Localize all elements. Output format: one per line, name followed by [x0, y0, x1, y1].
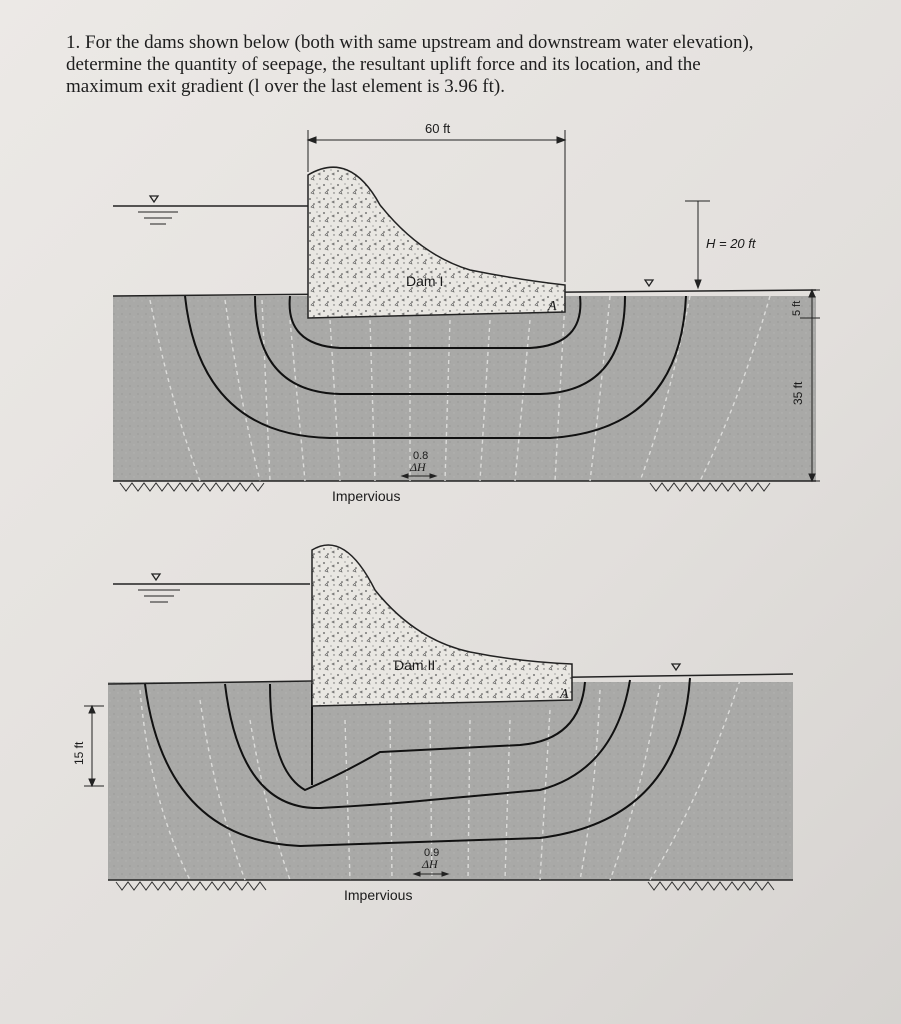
depth-5ft-label: 5 ft: [791, 300, 803, 316]
depth-35ft-label: 35 ft: [791, 381, 805, 405]
dam-1-label: Dam I: [406, 273, 444, 289]
dh-value-2: 0.9: [424, 847, 440, 859]
dh-value-1: 0.8: [413, 450, 429, 462]
water-level-symbol-icon: [152, 574, 160, 580]
impervious-hatch-2-left: [116, 882, 266, 890]
impervious-hatch-1-left: [120, 483, 264, 491]
dh-symbol-2: ΔH: [422, 857, 438, 871]
problem-line-1: 1. For the dams shown below (both with same upstream and downstream water elevation),: [66, 32, 754, 53]
sheet-depth-label: 15 ft: [72, 741, 86, 765]
dh-symbol-1: ΔH: [410, 460, 426, 474]
dam-1-point-a: A: [548, 299, 557, 314]
upstream-water-1: [113, 196, 308, 224]
upstream-water-2: [113, 574, 310, 602]
figure-1: [113, 121, 820, 504]
head-label-1: H = 20 ft: [706, 236, 756, 251]
dam-2-label: Dam II: [394, 657, 436, 673]
dam-2-point-a: A: [560, 687, 569, 702]
sheet-depth-dimension: [84, 706, 104, 786]
problem-line-3: maximum exit gradient (l over the last element is 3.96 ft).: [66, 76, 505, 97]
dam-2-body: [312, 545, 572, 706]
dam-1-body: [308, 167, 565, 318]
water-level-symbol-icon: [150, 196, 158, 202]
downstream-water-symbol-2-icon: [672, 664, 680, 670]
problem-line-2: determine the quantity of seepage, the resultant uplift force and its location, and the: [66, 54, 701, 75]
impervious-hatch-2-right: [648, 882, 774, 890]
width-label-1: 60 ft: [425, 121, 451, 136]
downstream-water-symbol-icon: [645, 280, 653, 286]
impervious-label-2: Impervious: [344, 887, 413, 903]
soil-layer-2: [108, 682, 793, 880]
impervious-hatch-1-right: [650, 483, 770, 491]
impervious-label-1: Impervious: [332, 488, 401, 504]
figure-2: [72, 545, 793, 903]
